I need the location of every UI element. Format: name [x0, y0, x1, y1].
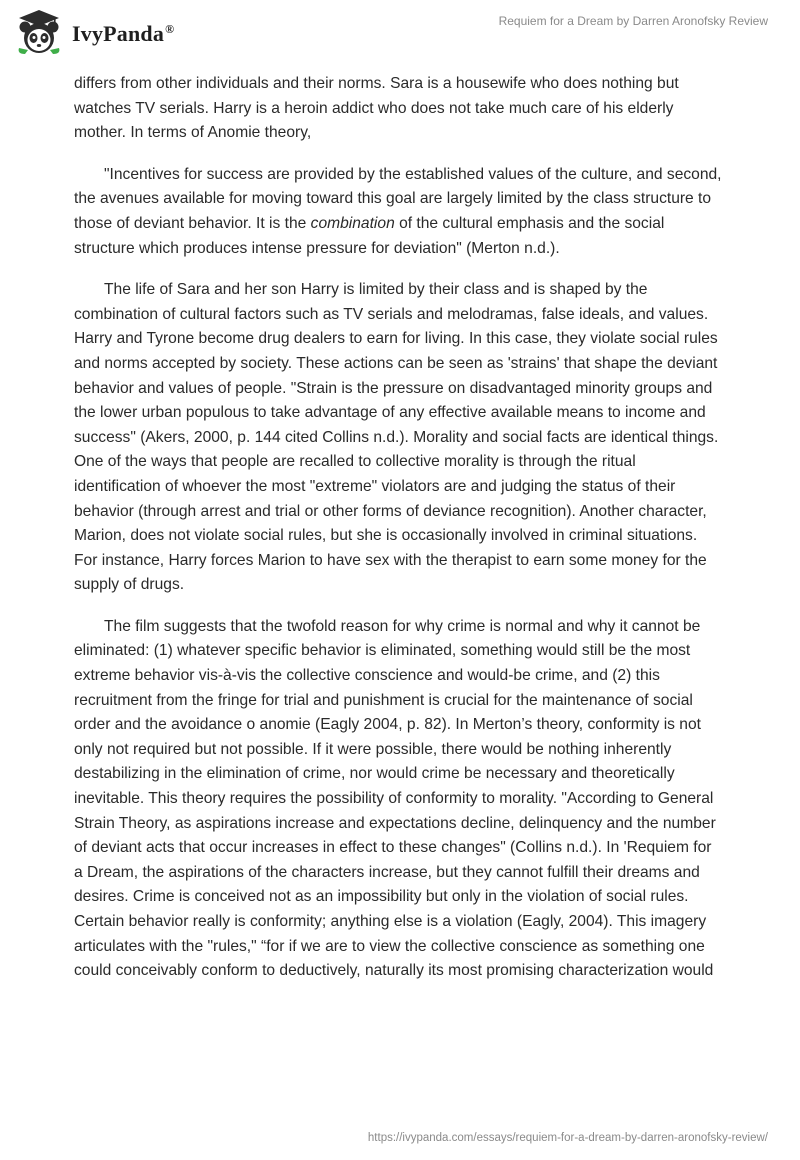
quote-text-after: of the cultural emphasis and the social structure which produces intense pressure for deviation" (Merton n.d.).: [74, 214, 665, 257]
panda-logo-icon: [14, 8, 64, 56]
brand-logo[interactable]: [14, 8, 174, 56]
essay-body: [74, 72, 724, 1001]
registered-mark: ®: [165, 21, 175, 36]
paragraph-2-quote: [74, 163, 724, 261]
paragraph-1: differs from other individuals and their norms. Sara is a housewife who does nothing but watches TV serials. Harry is a heroin addict who does not take much care of his elderly mother. In terms of Anomie theory,: [74, 75, 679, 142]
quote-emphasis: combination: [310, 214, 395, 232]
page-header: [0, 0, 800, 66]
document-title: Requiem for a Dream by Darren Aronofsky Review: [498, 14, 768, 28]
brand-name: IvyPanda®: [72, 21, 175, 46]
quote-text-before: "Incentives for success are provided by the established values of the culture, and second, the avenues available for moving toward this goal are largely limited by the class structure to those of deviant behavior. It is the: [74, 165, 722, 232]
paragraph-4: The film suggests that the twofold reason for why crime is normal and why it cannot be eliminated: (1) whatever specific behavior is eliminated, something would still be the most extreme behavior vis-à-vis the collective conscience and would-be crime, and (2) this recruitment from the fringe for trial and punishment is crucial for the maintenance of social order and the avoidance o anomie (Eagly 2004, p. 82). In Merton’s theory, conformity is not only not required but not possible. If it were possible, there would be nothing inherently destabilizing in the elimination of crime, nor would crime be necessary and theoretically inevitable. This theory requires the possibility of conformity to morality. "According to General Strain Theory, as aspirations increase and expectations decline, delinquency and the number of deviant acts that occur increases in effect to these changes" (Collins n.d.). In 'Requiem for a Dream, the aspirations of the characters increase, but they cannot fulfill their dreams and desires. Crime is conceived not as an impossibility but only in the violation of social rules. Certain behavior really is conformity; anything else is a violation (Eagly, 2004). This imagery articulates with the "rules," “for if we are to view the collective conscience as something one could conceivably conform to deductively, naturally its most promising characterization would: [74, 617, 716, 980]
paragraph-3: The life of Sara and her son Harry is limited by their class and is shaped by the combination of cultural factors such as TV serials and melodramas, false ideals, and values. Harry and Tyrone become drug dealers to earn for living. In this case, they violate social rules and norms accepted by society. These actions can be seen as 'strains' that shape the deviant behavior and values of people. "Strain is the pressure on disadvantaged minority groups and the lower urban populous to take advantage of any effective available means to income and success" (Akers, 2000, p. 144 cited Collins n.d.). Morality and social facts are identical things. One of the ways that people are recalled to collective morality is through the ritual identification of whoever the most "extreme" violators are and judging the status of their behavior (through arrest and trial or other forms of deviance recognition). Another character, Marion, does not violate social rules, but she is occasionally involved in criminal situations. For instance, Harry forces Marion to have sex with the therapist to earn some money for the supply of drugs.: [74, 281, 719, 594]
footer-source-url[interactable]: https://ivypanda.com/essays/requiem-for-a-dream-by-darren-aronofsky-review/: [367, 1132, 768, 1144]
